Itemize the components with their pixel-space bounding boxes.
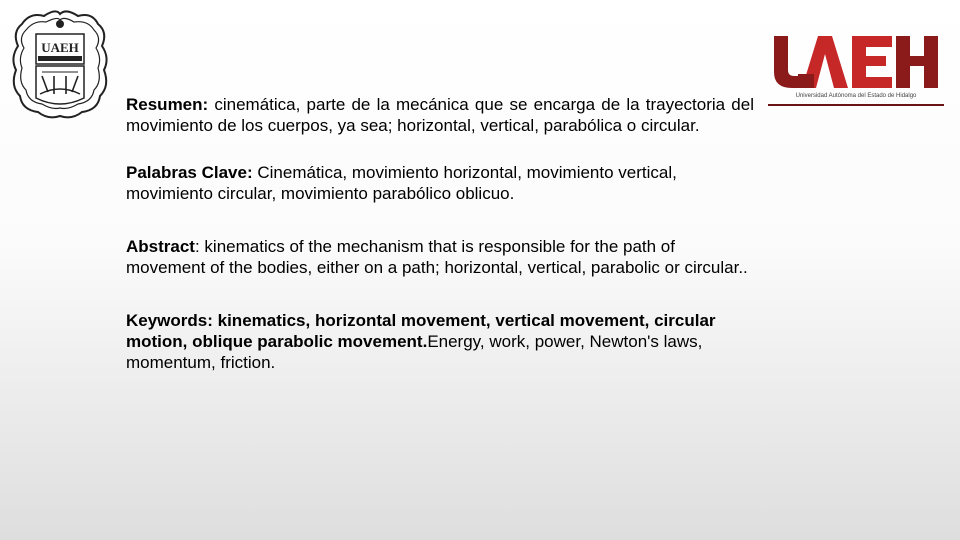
keywords-paragraph [126, 310, 754, 373]
palabras-clave-label: Palabras Clave: [126, 163, 253, 182]
abstract-label: Abstract [126, 237, 195, 256]
university-seal-logo [8, 6, 112, 122]
keywords-bold-text: Keywords: kinematics, horizontal movement, vertical movement, circular motion, oblique parabolic movement. [126, 311, 716, 351]
resumen-paragraph [126, 94, 754, 136]
abstract-paragraph [126, 236, 754, 278]
logo-tagline: Universidad Autónoma del Estado de Hidalgo [795, 93, 917, 99]
keywords-text: Energy, work, power, Newton's laws, momentum, friction. [126, 332, 703, 372]
resumen-label: Resumen: [126, 95, 209, 114]
uaeh-logo [768, 30, 944, 110]
abstract-content [126, 94, 754, 373]
seal-text: UAEH [41, 40, 79, 55]
palabras-clave-text: Cinemática, movimiento horizontal, movimiento vertical, movimiento circular, movimiento parabólico oblicuo. [126, 163, 677, 203]
palabras-clave-paragraph [126, 162, 754, 204]
abstract-text: : kinematics of the mechanism that is responsible for the path of movement of the bodies, either on a path; horizontal, vertical, parabolic or circular.. [126, 237, 748, 277]
resumen-text: cinemática, parte de la mecánica que se encarga de la trayectoria del movimiento de los cuerpos, ya sea; horizontal, vertical, parabólica o circular. [126, 95, 754, 135]
